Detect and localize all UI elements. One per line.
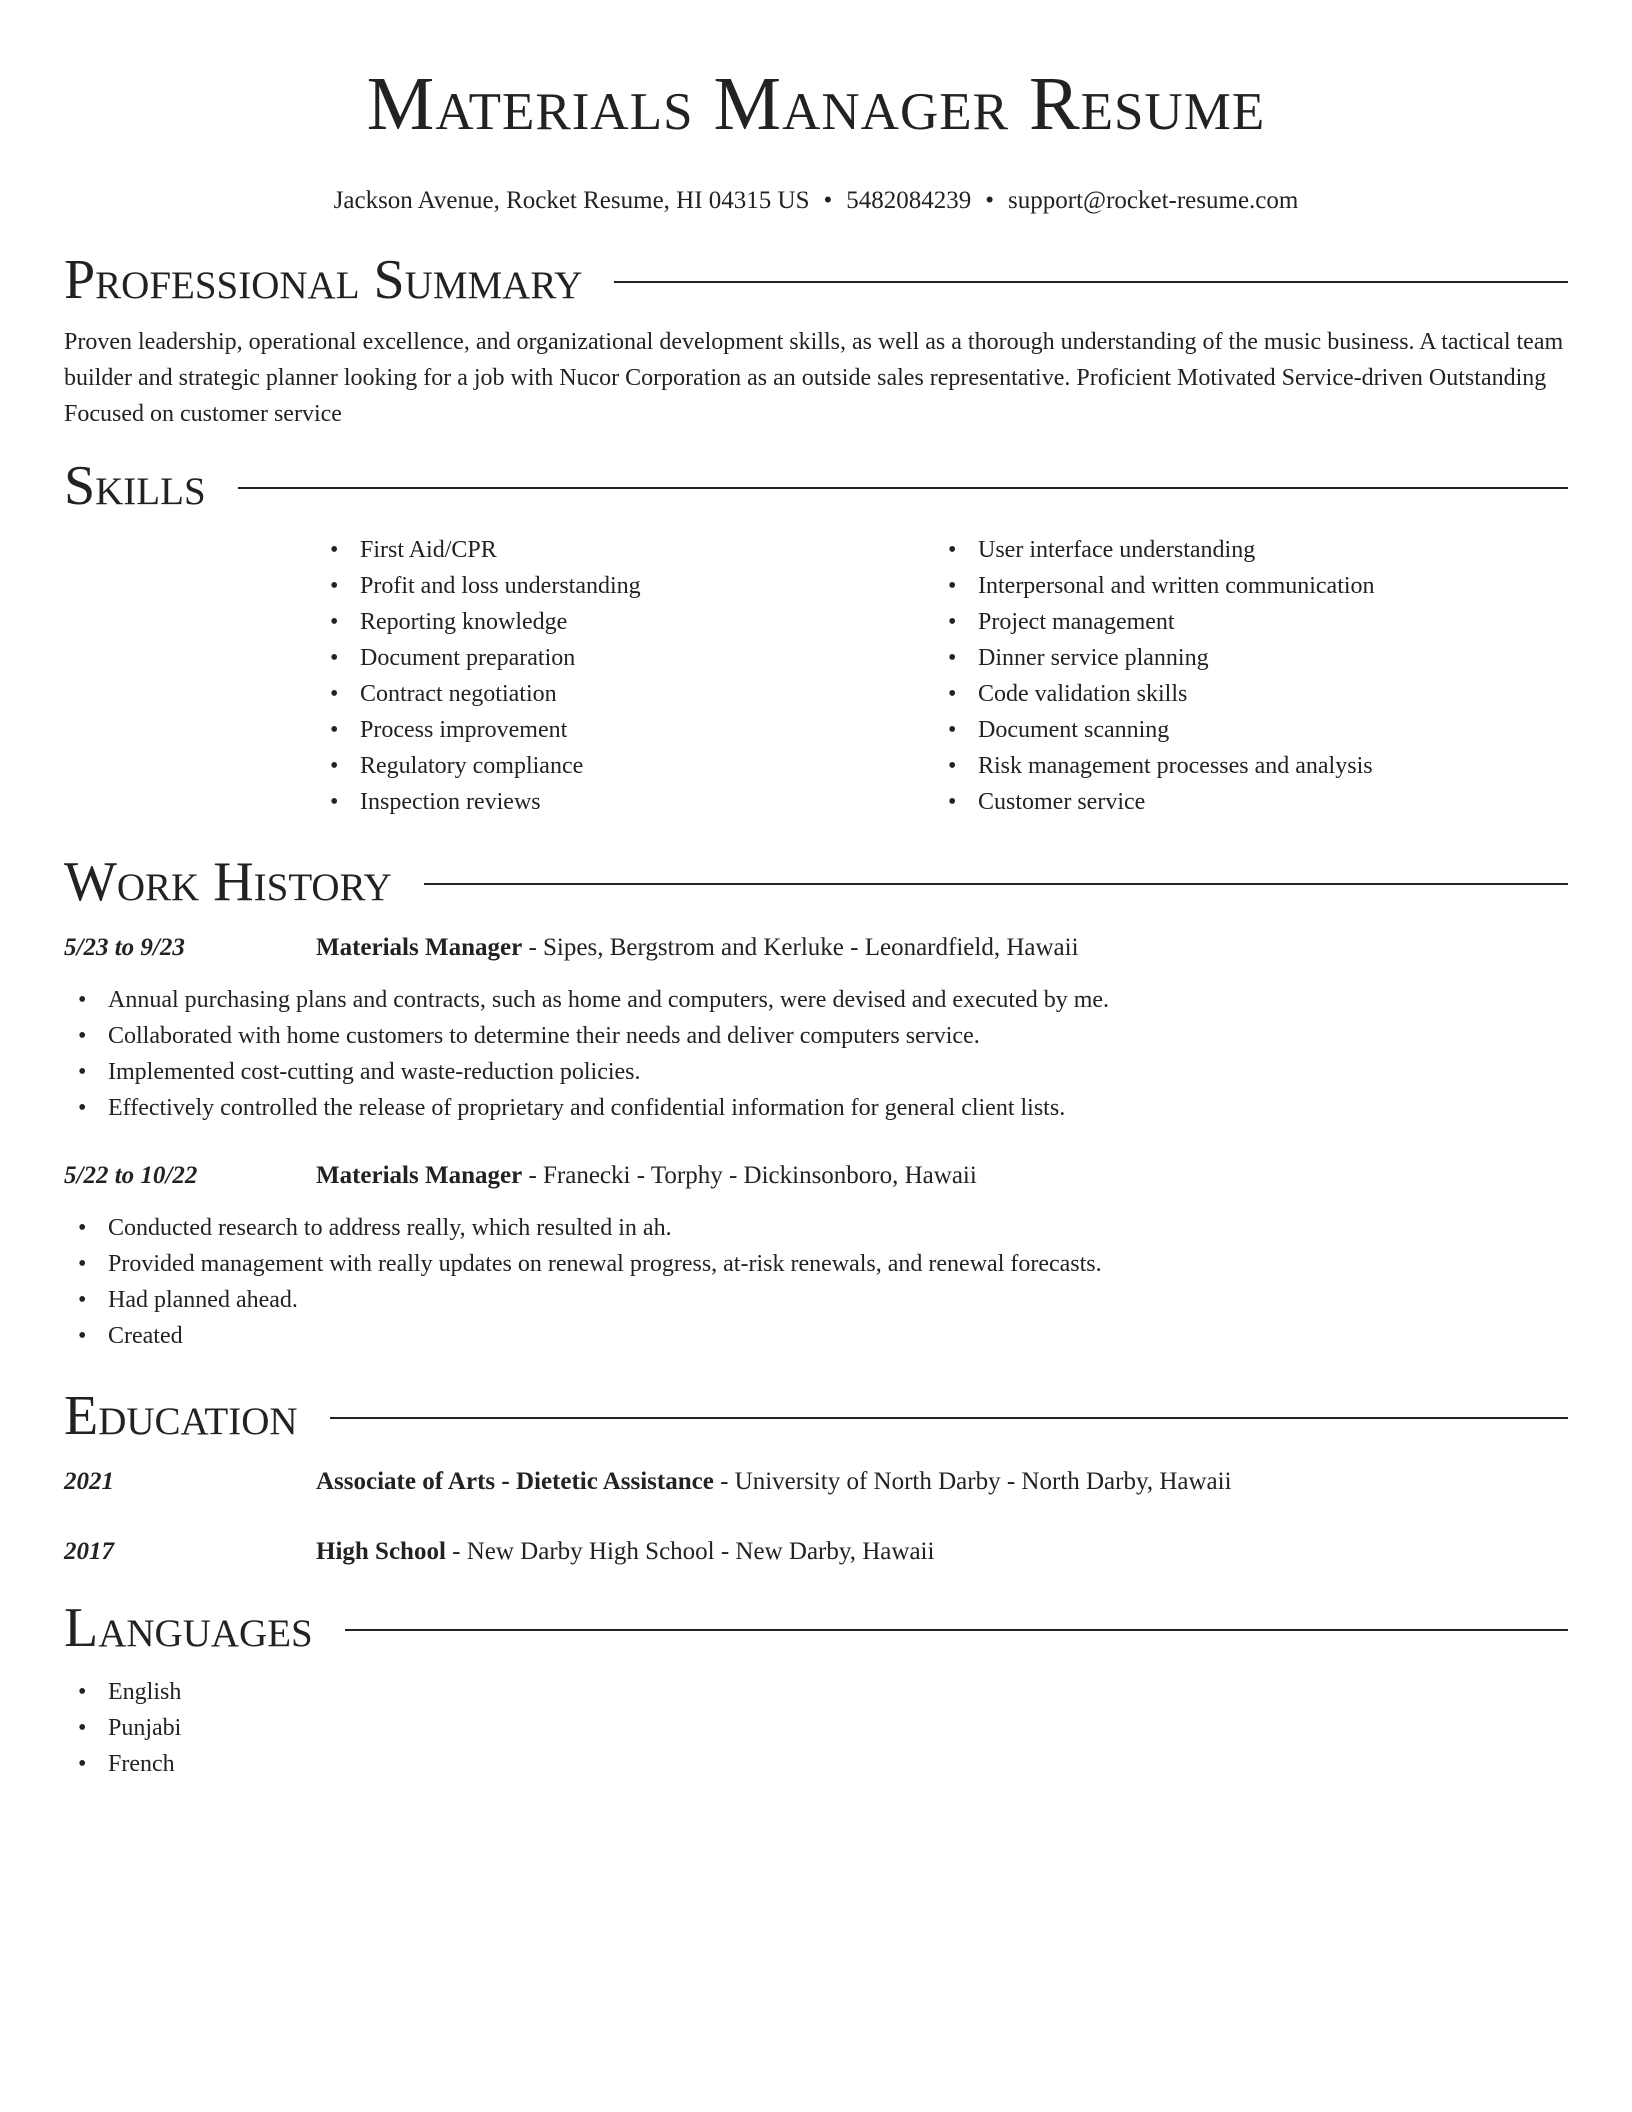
- education-year: 2017: [64, 1538, 114, 1565]
- skill-item: • Reporting knowledge: [316, 604, 934, 640]
- education-title-line: [316, 1534, 934, 1570]
- skill-item: • Regulatory compliance: [316, 748, 934, 784]
- education-degree: High School: [316, 1538, 446, 1565]
- language-item: • English: [64, 1674, 1568, 1710]
- skill-item: • Document scanning: [934, 712, 1552, 748]
- skill-item: • Inspection reviews: [316, 784, 934, 820]
- job-bullet: • Conducted research to address really, which resulted in ah.: [64, 1210, 1568, 1246]
- section-divider: [424, 883, 1568, 885]
- languages-section-header: [64, 1596, 1568, 1660]
- section-divider: [238, 487, 1568, 489]
- summary-section-header: [64, 248, 1568, 312]
- skills-grid: [316, 532, 1568, 820]
- education-details: - New Darby High School - New Darby, Hawaii: [445, 1538, 935, 1565]
- work-section-header: [64, 850, 1568, 914]
- job-bullets: [64, 982, 1568, 1126]
- contact-separator: •: [823, 187, 833, 214]
- education-year: 2021: [64, 1468, 114, 1495]
- contact-email: support@rocket-resume.com: [1008, 187, 1299, 214]
- section-divider: [330, 1417, 1568, 1419]
- skill-item: • Interpersonal and written communication: [934, 568, 1552, 604]
- skill-item: • Contract negotiation: [316, 676, 934, 712]
- job-role: Materials Manager: [316, 1162, 523, 1189]
- education-details: - University of North Darby - North Darby, Hawaii: [713, 1468, 1232, 1495]
- skill-item: • User interface understanding: [934, 532, 1552, 568]
- section-divider: [345, 1629, 1568, 1631]
- summary-text: Proven leadership, operational excellence, and organizational development skills, as well as a thorough understanding of the music business. A tactical team builder and strategic planner looking for a job with Nucor Corporation as an outside sales representative. Proficient Motivated Service-driven Outstanding Focused on customer service: [64, 329, 1564, 427]
- education-entry: [64, 1464, 1568, 1500]
- job-bullet: • Created: [64, 1318, 1568, 1354]
- skill-item: • Risk management processes and analysis: [934, 748, 1552, 784]
- skill-item: • Customer service: [934, 784, 1552, 820]
- contact-separator: •: [985, 187, 995, 214]
- job-dates: 5/23 to 9/23: [64, 934, 185, 961]
- resume-name: Materials Manager Resume: [366, 62, 1266, 146]
- job-bullet: • Implemented cost-cutting and waste-reduction policies.: [64, 1054, 1568, 1090]
- job-details: - Franecki - Torphy - Dickinsonboro, Hawaii: [522, 1162, 977, 1189]
- contact-phone: 5482084239: [846, 187, 972, 214]
- job-bullet: • Collaborated with home customers to determine their needs and deliver computers service.: [64, 1018, 1568, 1054]
- skill-item: • Code validation skills: [934, 676, 1552, 712]
- summary-section-title: Professional Summary: [64, 249, 583, 311]
- languages-list: [64, 1674, 1568, 1782]
- job-details: - Sipes, Bergstrom and Kerluke - Leonardfield, Hawaii: [522, 934, 1079, 961]
- language-item: • Punjabi: [64, 1710, 1568, 1746]
- skill-item: • Dinner service planning: [934, 640, 1552, 676]
- job-bullet: • Annual purchasing plans and contracts, such as home and computers, were devised and executed by me.: [64, 982, 1568, 1018]
- section-divider: [614, 281, 1568, 283]
- skill-item: • Process improvement: [316, 712, 934, 748]
- education-entry: [64, 1534, 1568, 1570]
- skill-item: • First Aid/CPR: [316, 532, 934, 568]
- skills-section-header: [64, 454, 1568, 518]
- job-entry: [64, 930, 1568, 966]
- job-title-line: [316, 930, 1079, 966]
- job-bullet: • Effectively controlled the release of proprietary and confidential information for general client lists.: [64, 1090, 1568, 1126]
- skills-list-right: [934, 532, 1552, 820]
- languages-section-title: Languages: [64, 1597, 313, 1659]
- skill-item: • Profit and loss understanding: [316, 568, 934, 604]
- job-dates: 5/22 to 10/22: [64, 1162, 198, 1189]
- skill-item: • Document preparation: [316, 640, 934, 676]
- education-title-line: [316, 1464, 1232, 1500]
- job-bullets: [64, 1210, 1568, 1354]
- skills-list-left: [316, 532, 934, 820]
- skill-item: • Project management: [934, 604, 1552, 640]
- skills-section-title: Skills: [64, 455, 206, 517]
- language-item: • French: [64, 1746, 1568, 1782]
- job-entry: [64, 1158, 1568, 1194]
- work-section-title: Work History: [64, 851, 392, 913]
- job-bullet: • Provided management with really updates on renewal progress, at-risk renewals, and renewal forecasts.: [64, 1246, 1568, 1282]
- contact-address: Jackson Avenue, Rocket Resume, HI 04315 US: [333, 187, 810, 214]
- education-degree: Associate of Arts - Dietetic Assistance: [316, 1468, 714, 1495]
- education-section-title: Education: [64, 1385, 298, 1447]
- job-title-line: [316, 1158, 977, 1194]
- education-section-header: [64, 1384, 1568, 1448]
- contact-line: [64, 184, 1568, 218]
- job-role: Materials Manager: [316, 934, 523, 961]
- job-bullet: • Had planned ahead.: [64, 1282, 1568, 1318]
